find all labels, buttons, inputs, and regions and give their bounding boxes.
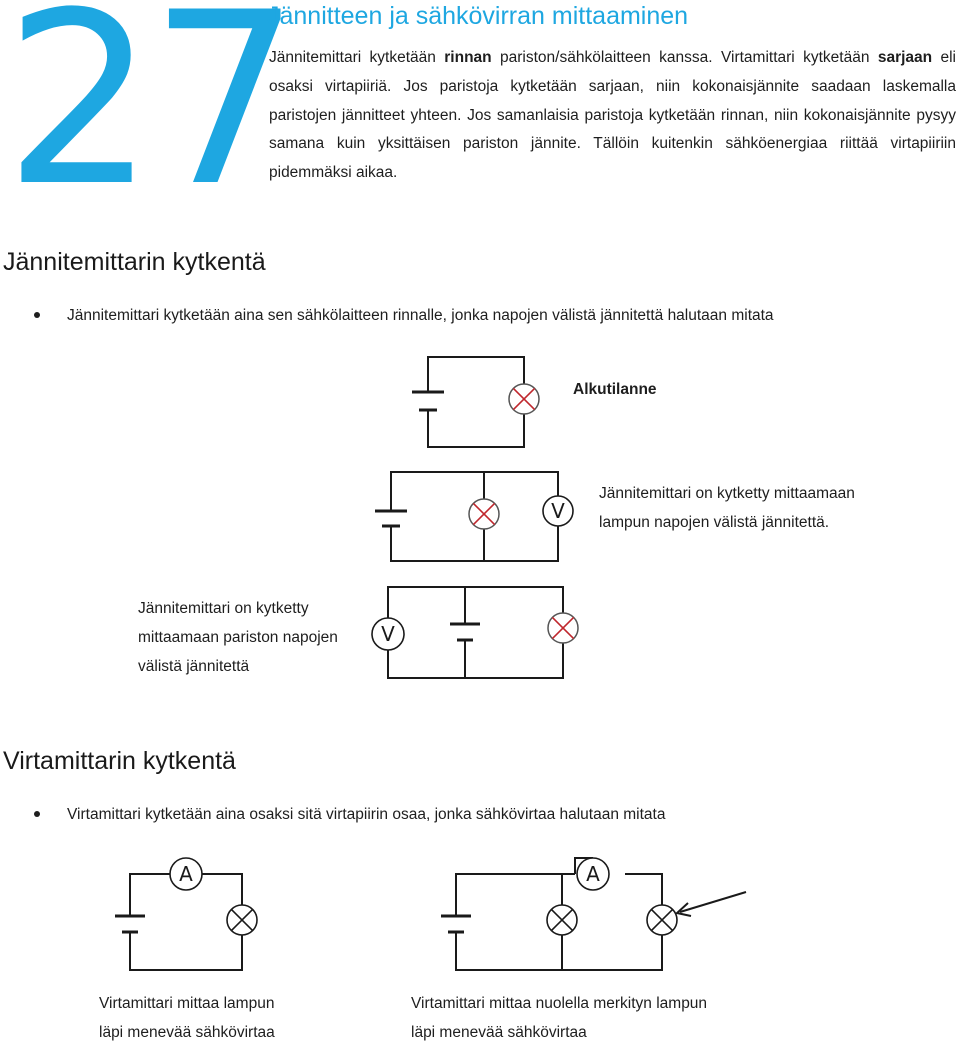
battery-voltage-caption: Jännitemittari on kytketty mittaamaan pariston napojen välistä jännitettä bbox=[138, 600, 338, 675]
initial-state-label: Alkutilanne bbox=[573, 381, 657, 398]
svg-text:A: A bbox=[586, 862, 600, 886]
circuit-initial bbox=[400, 350, 570, 460]
svg-text:A: A bbox=[179, 862, 193, 886]
circuit-ammeter-series bbox=[112, 848, 262, 978]
lamp-icon bbox=[647, 905, 677, 935]
lamp-voltage-caption: Jännitemittari on kytketty mittaamaan lampun napojen välistä jännitettä. bbox=[599, 485, 855, 531]
intro-paragraph: Jännitemittari kytketään rinnan pariston/sähkölaitteen kanssa. Virtamittari kytketään sarjaan eli osaksi virtapiiriä. Jos paristoja kytketään sarjaan, niin kokonaisjännite saadaan laskemalla paristojen jännitteet yhteen. Jos samanlaisia paristoja kytketään rinnan, niin kokonaisjännite pysyy samana kuin yksittäisen pariston jännite. Tällöin kuitenkin sähköenergiaa riittää virtapiiriin pidemmäksi aikaa. bbox=[269, 49, 956, 182]
svg-text:V: V bbox=[381, 622, 395, 646]
lamp-icon bbox=[548, 613, 578, 643]
circuit-ammeter-branch bbox=[430, 848, 760, 978]
voltmeter-bullet: Jännitemittari kytketään aina sen sähkölaitteen rinnalle, jonka napojen välistä jännitettä halutaan mitata bbox=[34, 307, 774, 325]
lamp-icon bbox=[547, 905, 577, 935]
arrow-icon bbox=[677, 892, 746, 916]
voltmeter-icon bbox=[543, 496, 573, 526]
bullet-dot bbox=[34, 312, 40, 318]
page-number: 27 bbox=[4, 0, 295, 239]
bullet-dot bbox=[34, 811, 40, 817]
svg-text:V: V bbox=[551, 499, 565, 523]
ammeter-icon bbox=[577, 858, 609, 890]
ammeter-left-caption: Virtamittari mittaa lampun läpi menevää sähkövirtaa bbox=[99, 995, 275, 1041]
lamp-icon bbox=[509, 384, 539, 414]
voltmeter-icon bbox=[372, 618, 404, 650]
ammeter-bullet: Virtamittari kytketään aina osaksi sitä virtapiirin osaa, jonka sähkövirtaa halutaan mitata bbox=[34, 806, 665, 824]
circuit-voltmeter-lamp bbox=[370, 465, 590, 570]
voltmeter-section-heading: Jännitemittarin kytkentä bbox=[3, 248, 266, 276]
ammeter-icon bbox=[170, 858, 202, 890]
chapter-title: Jännitteen ja sähkövirran mittaaminen bbox=[267, 2, 689, 30]
ammeter-section-heading: Virtamittarin kytkentä bbox=[3, 747, 236, 775]
lamp-icon bbox=[227, 905, 257, 935]
circuit-voltmeter-battery bbox=[365, 580, 595, 690]
ammeter-right-caption: Virtamittari mittaa nuolella merkityn lampun läpi menevää sähkövirtaa bbox=[411, 995, 708, 1041]
lamp-icon bbox=[469, 499, 499, 529]
